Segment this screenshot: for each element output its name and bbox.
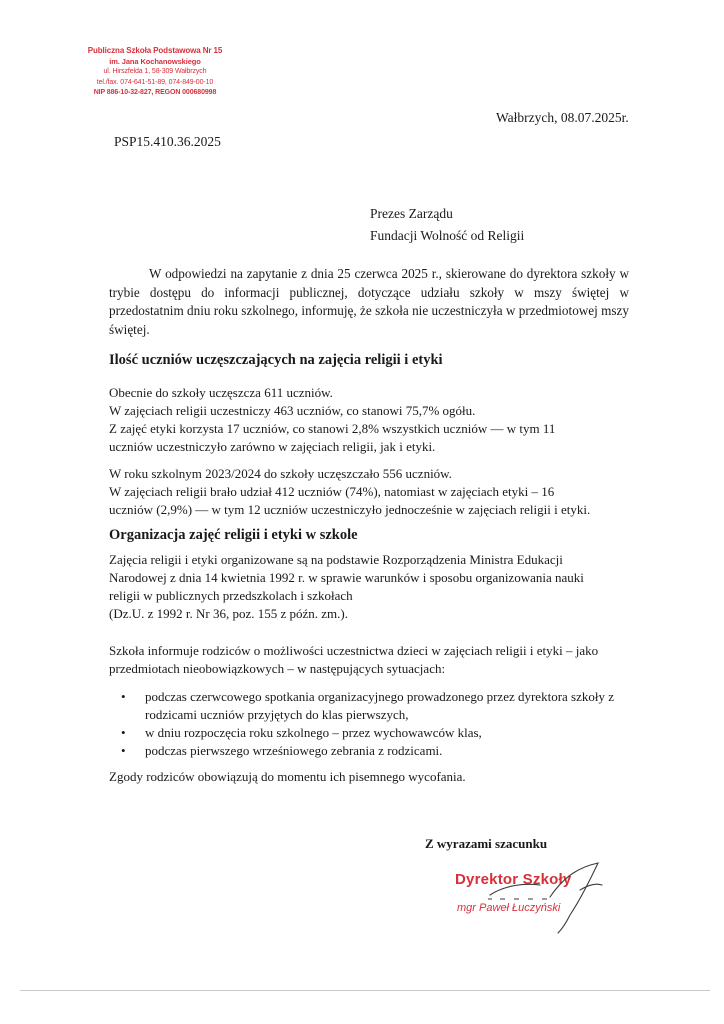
stamp-line-school: Publiczna Szkoła Podstawowa Nr 15 [87,46,223,55]
stat-line: Obecnie do szkoły uczęszcza 611 uczniów. [109,385,333,400]
stat-line: Z zajęć etyki korzysta 17 uczniów, co stanowi 2,8% wszystkich uczniów — w tym 11 [109,421,556,436]
stamp-line-nip: NIP 886-10-32-827, REGON 000680998 [93,89,217,96]
stamp-line-phone: tel./fax. 074-641-51-89, 074-849-00-10 [96,78,214,86]
legal-line: Zajęcia religii i etyki organizowane są na podstawie Rozporządzenia Ministra Edukacji [109,552,563,567]
reference-number: PSP15.410.36.2025 [114,134,221,149]
legal-line: religii w publicznych przedszkolach i szkołach [109,588,353,603]
info-line: przedmiotach nieobowiązkowych – w następujących sytuacjach: [109,661,446,676]
stat-line: uczniów uczestniczyło zarówno w zajęciach religii, jak i etyki. [109,439,436,454]
school-header-stamp [70,46,240,99]
letter-date: Wałbrzych, 08.07.2025r. [496,110,629,125]
list-item: • podczas czerwcowego spotkania organizacyjnego prowadzonego przez dyrektora szkoły z rodzicami uczniów przyjętych do klas pierwszych, [121,688,621,724]
stat-line: W roku szkolnym 2023/2024 do szkoły uczęszczało 556 uczniów. [109,466,452,481]
stat-line: uczniów (2,9%) — w tym 12 uczniów uczestniczyło jednocześnie w zajęciach religii i etyki. [109,502,591,517]
parents-information [109,642,634,678]
signature-stamp [430,855,630,935]
section-heading-students: Ilość uczniów uczęszczających na zajęcia religii i etyki [109,352,443,368]
legal-basis [109,551,634,623]
previous-year-stats [109,465,634,519]
handwritten-signature [430,855,630,935]
stat-line: W zajęciach religii uczestniczy 463 uczniów, co stanowi 75,7% ogółu. [109,403,476,418]
closing-salutation: Z wyrazami szacunku [425,836,548,851]
addressee-title: Prezes Zarządu [370,206,453,221]
intro-paragraph: W odpowiedzi na zapytanie z dnia 25 czerwca 2025 r., skierowane do dyrektora szkoły w trybie dostępu do informacji publicznej, dotyczące udziału szkoły w mszy świętej w przedostatnim dniu roku szkolnego, informuję, że szkoła nie uczestniczyła w przedmiotowej mszy świętej. [109,266,629,337]
stat-line: W zajęciach religii brało udział 412 uczniów (74%), natomiast w zajęciach etyki – 16 [109,484,555,499]
consent-note: Zgody rodziców obowiązują do momentu ich pisemnego wycofania. [109,769,466,784]
legal-line: Narodowej z dnia 14 kwietnia 1992 r. w sprawie warunków i sposobu organizowania nauki [109,570,584,585]
section-heading-organization: Organizacja zajęć religii i etyki w szkole [109,527,358,543]
info-line: Szkoła informuje rodziców o możliwości uczestnictwa dzieci w zajęciach religii i etyki – jako [109,643,599,658]
stamp-line-patron: im. Jana Kochanowskiego [109,56,201,66]
current-year-stats [109,384,634,456]
legal-line: (Dz.U. z 1992 r. Nr 36, poz. 155 z późn. zm.). [109,606,348,621]
footer-divider [20,990,710,991]
addressee-organization: Fundacji Wolność od Religii [370,228,525,243]
situations-list [121,688,621,760]
list-item: • w dniu rozpoczęcia roku szkolnego – przez wychowawców klas, [121,724,621,742]
signature-stamp-name: mgr Paweł Łuczyński [457,902,561,914]
stamp-line-address: ul. Hirszfelda 1, 58-309 Wałbrzych [103,68,207,75]
addressee [370,203,524,247]
signature-stamp-title: Dyrektor Szkoły [455,871,572,888]
list-item: • podczas pierwszego wrześniowego zebrania z rodzicami. [121,742,621,760]
